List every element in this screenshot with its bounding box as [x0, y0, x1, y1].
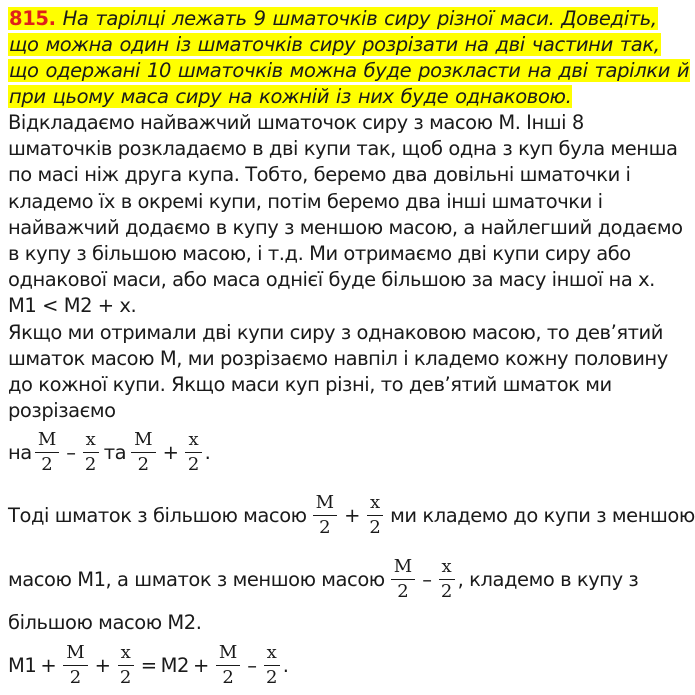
period: .: [282, 654, 289, 678]
page: [8, 6, 695, 695]
eq-m1: М1: [8, 654, 37, 678]
line-larger-piece: [8, 486, 695, 544]
eq-m2: М2: [160, 654, 189, 678]
fraction-m-over-2: $\frac{М}{2}$: [63, 643, 87, 688]
minus-sign: –: [422, 567, 432, 591]
solution-paragraph-2: Якщо ми отримали дві купи сиру з однаковою масою, то дев’ятий шматок масою М, ми розрізаємо навпіл і кладемо кожну половину до кожної купи. Якщо маси куп різні, то дев’ятий шматок ми розрізаємо: [8, 320, 668, 423]
problem-statement: [8, 6, 690, 110]
text-ta: та: [103, 440, 127, 464]
text-masoyu: масою М1, а шматок з меншою масою: [8, 567, 385, 591]
line-smaller-piece: [8, 550, 690, 608]
text-todi-suffix: ми кладемо до купи з меншою: [390, 503, 695, 527]
formula-inequality: М1 < М2 + х.: [8, 294, 137, 318]
fraction-m-over-2: $\frac{М}{2}$: [216, 643, 240, 688]
problem-text: На тарілці лежать 9 шматочків сиру різної маси. Доведіть, що можна один із шматочків сиру розрізати на дві частини так, що одержані 10 шматочків можна буде розкласти на дві тарілки й при цьому маса сиру на кожній із них буде однаковою.: [9, 7, 690, 108]
minus-sign: –: [247, 654, 257, 678]
line-split-parts: [8, 424, 690, 480]
fraction-x-over-2: $\frac{х}{2}$: [83, 430, 99, 475]
fraction-m-over-2: $\frac{М}{2}$: [313, 493, 337, 538]
plus-sign: +: [40, 654, 57, 678]
solution-paragraph-1: Відкладаємо найважчий шматочок сиру з масою М. Інші 8 шматочків розкладаємо в дві купи так, щоб одна з куп була менша по масі ніж друга купа. Тобто, беремо два довільні шматочки і кладемо їх в окремі купи, потім беремо два інші шматочки і найважчий додаємо в купу з меншою масою, а найлегший додаємо в купу з більшою масою, і т.д. Ми отримаємо дві купи сиру або однакової маси, або маса однієї буде більшою за масу іншої на х.: [8, 111, 683, 292]
plus-sign: +: [94, 654, 111, 678]
fraction-x-over-2: $\frac{х}{2}$: [367, 493, 383, 538]
fraction-x-over-2: $\frac{х}{2}$: [439, 557, 455, 602]
problem-number: 815.: [9, 7, 56, 30]
line-bilshoyu: більшою масою М2.: [8, 611, 202, 635]
fraction-m-over-2: $\frac{М}{2}$: [391, 557, 415, 602]
fraction-m-over-2: $\frac{М}{2}$: [35, 430, 59, 475]
final-equation: [8, 637, 690, 695]
text-na: на: [8, 440, 32, 464]
fraction-m-over-2: $\frac{М}{2}$: [131, 430, 155, 475]
plus-sign: +: [192, 654, 209, 678]
equals-sign: =: [140, 654, 157, 678]
text-todi: Тоді шматок з більшою масою: [8, 503, 307, 527]
period: .: [204, 440, 211, 464]
problem-highlight: [8, 7, 690, 108]
fraction-x-over-2: $\frac{х}{2}$: [118, 643, 134, 688]
fraction-x-over-2: $\frac{х}{2}$: [264, 643, 280, 688]
plus-sign: +: [162, 440, 179, 464]
plus-sign: +: [344, 503, 360, 527]
text-masoyu-suffix: , кладемо в купу з: [457, 567, 639, 591]
minus-sign: –: [66, 440, 76, 464]
fraction-x-over-2: $\frac{х}{2}$: [185, 430, 201, 475]
